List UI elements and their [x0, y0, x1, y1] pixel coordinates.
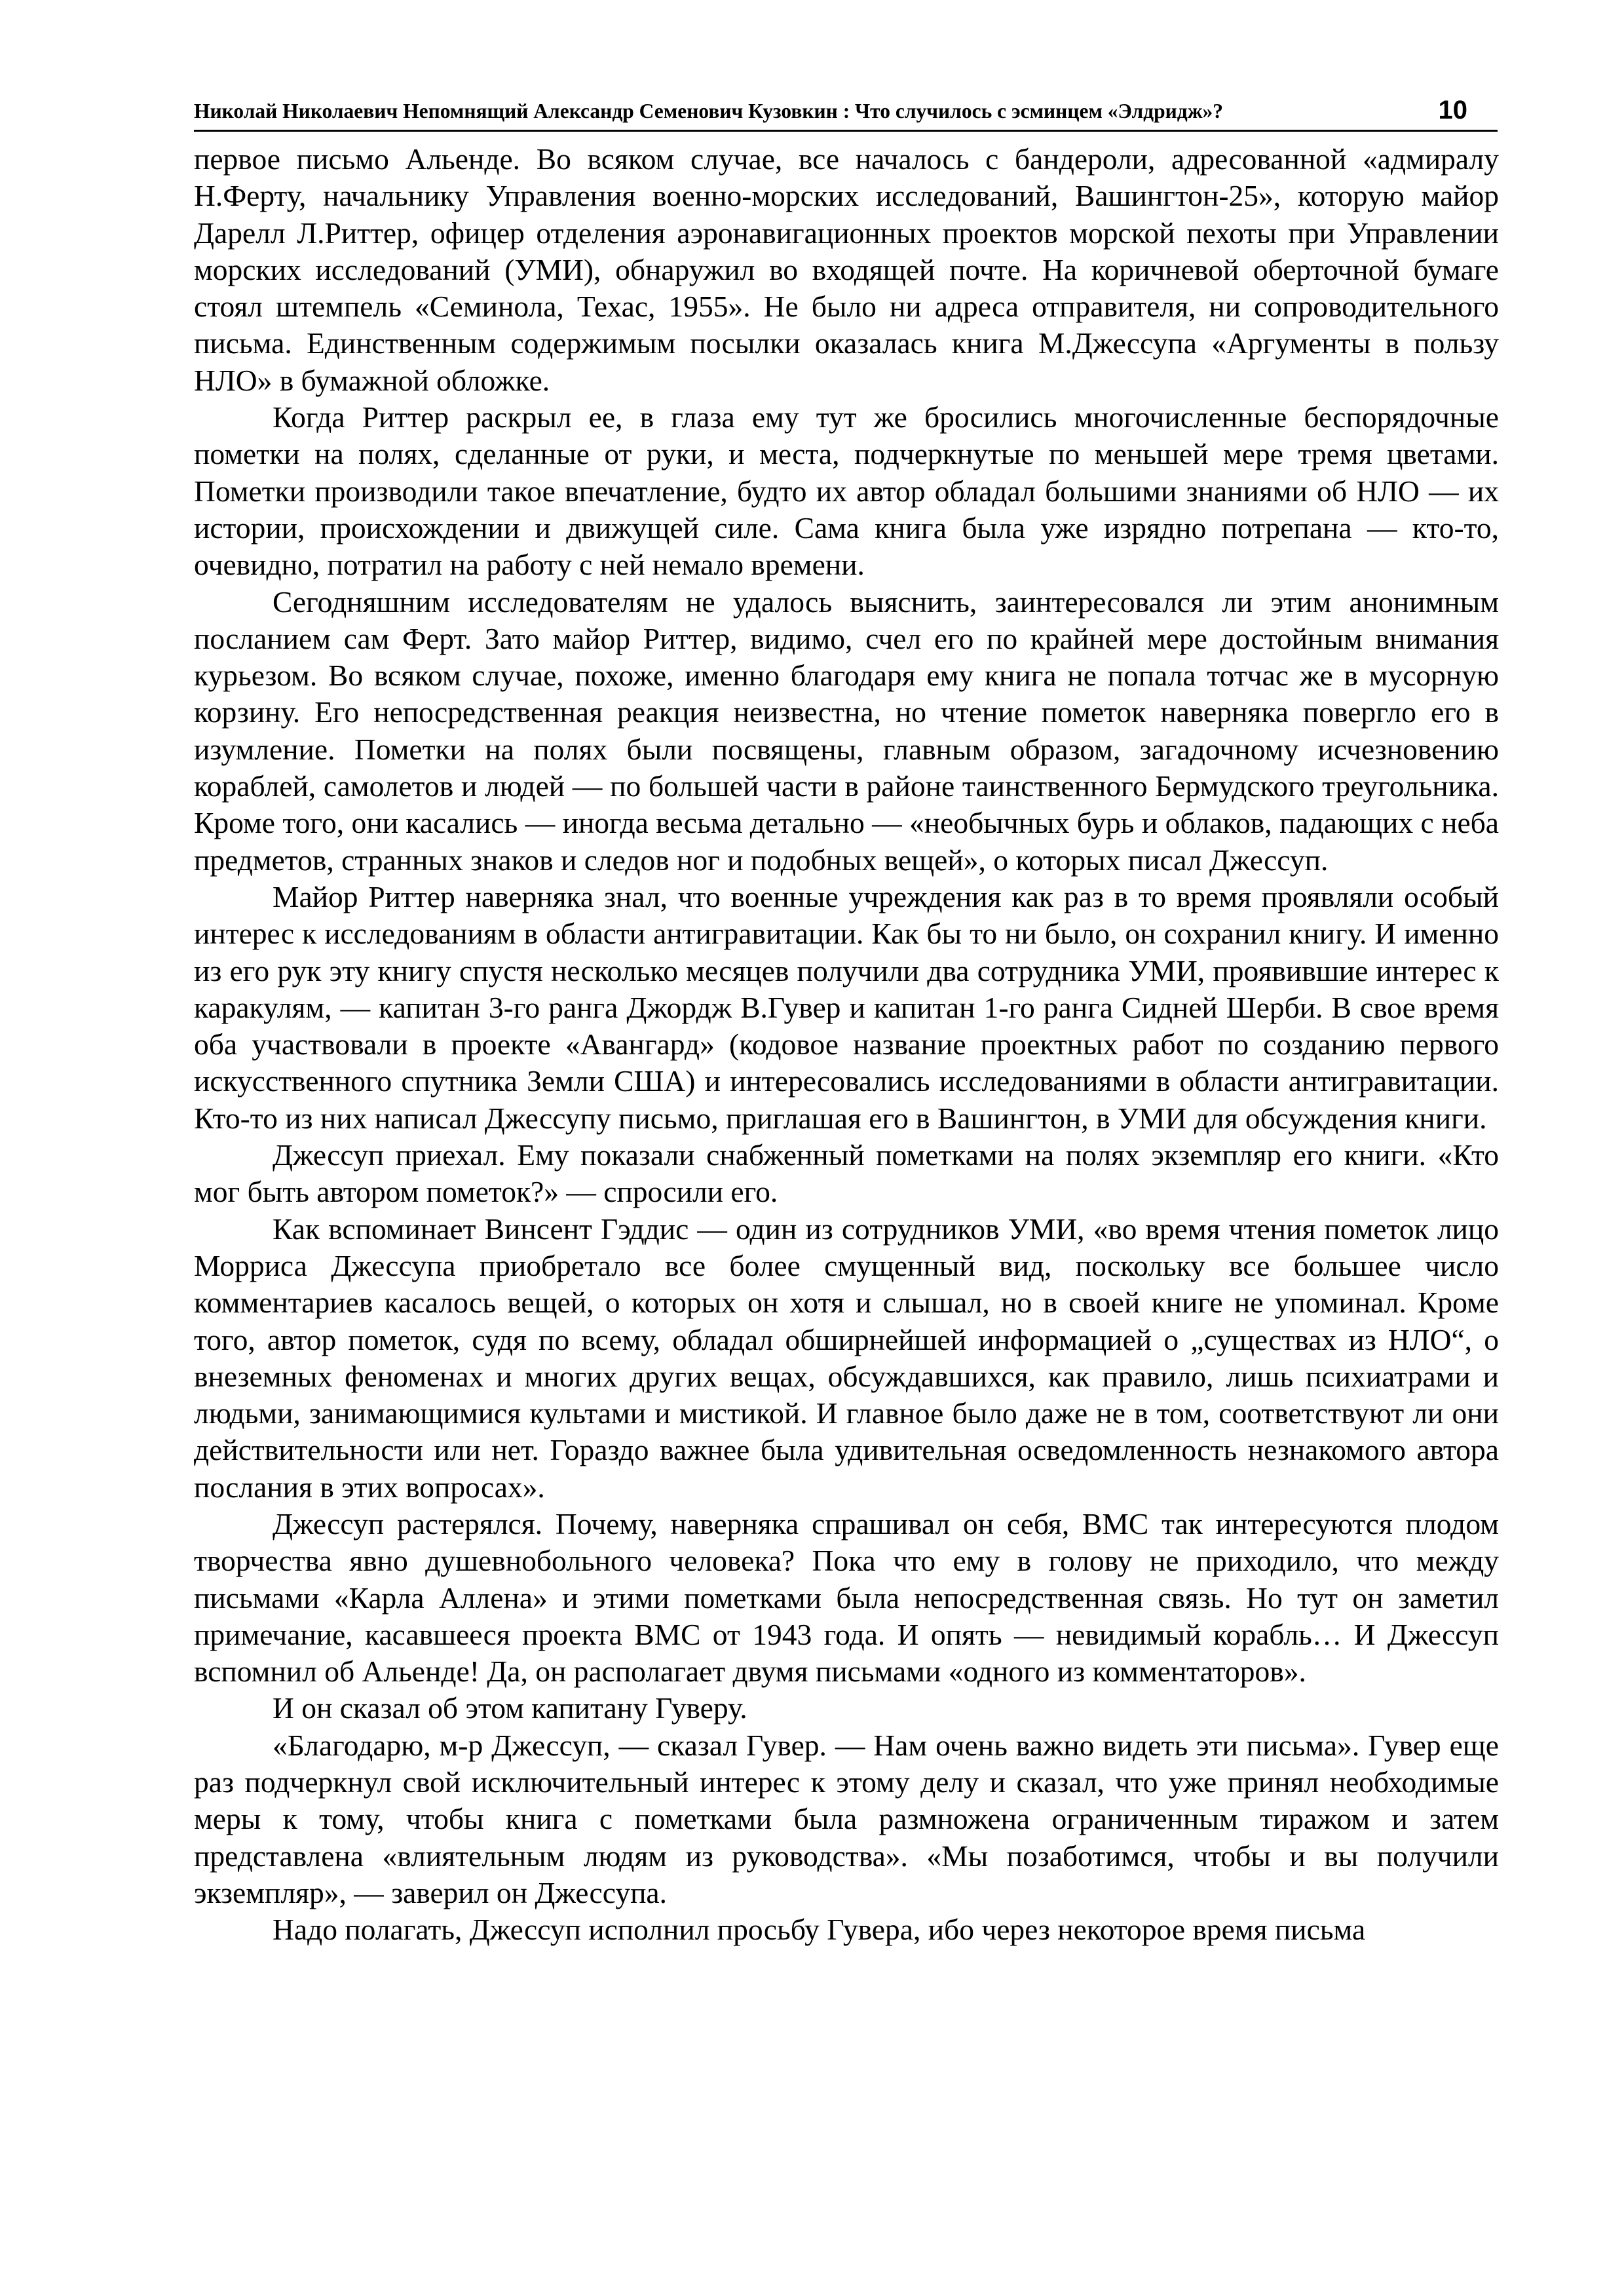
paragraph: Майор Риттер наверняка знал, что военные учреждения как раз в то время проявляли особый интерес к исследованиям в области антигравитации. Как бы то ни было, он сохранил книгу. И именно из его рук эту книгу спустя несколько месяцев получили два сотрудника УМИ, проявившие интерес к каракулям, — капитан 3-го ранга Джордж В.Гувер и капитан 1-го ранга Сидней Шерби. В свое время оба участвовали в проекте «Авангард» (кодовое название проектных работ по созданию первого искусственного спутника Земли США) и интересовались исследованиями в области антигравитации. Кто-то из них написал Джессупу письмо, приглашая его в Вашингтон, в УМИ для обсуждения книги.	[194, 879, 1499, 1135]
page-number: 10	[1438, 96, 1467, 124]
paragraph: И он сказал об этом капитану Гуверу.	[273, 1691, 747, 1725]
paragraph: Джессуп растерялся. Почему, наверняка спрашивал он себя, ВМС так интересуются плодом творчества явно душевнобольного человека? Пока что ему в голову не приходило, что между письмами «Карла Аллена» и этими пометками была непосредственная связь. Но тут он заметил примечание, касавшееся проекта ВМС от 1943 года. И опять — невидимый корабль… И Джессуп вспомнил об Альенде! Да, он располагает двумя письмами «одного из комментаторов».	[194, 1506, 1499, 1689]
paragraph: Когда Риттер раскрыл ее, в глаза ему тут же бросились многочисленные беспорядочные пометки на полях, сделанные от руки, и места, подчеркнутые по меньшей мере тремя цветами. Пометки производили такое впечатление, будто их автор обладал большими знаниями об НЛО — их истории, происхождении и движущей силе. Сама книга была уже изрядно потрепана — кто-то, очевидно, потратил на работу с ней немало времени.	[194, 400, 1499, 582]
paragraph: Как вспоминает Винсент Гэддис — один из сотрудников УМИ, «во время чтения пометок лицо Морриса Джессупа приобретало все более смущенный вид, поскольку все большее число комментариев касалось вещей, о которых он хотя и слышал, но в своей книге не упоминал. Кроме того, автор пометок, судя по всему, обладал обширнейшей информацией о „существах из НЛО“, о внеземных феноменах и многих других вещах, обсуждавшихся, как правило, лишь психиатрами и людьми, занимающимися культами и мистикой. И главное было даже не в том, соответствуют ли они действительности или нет. Гораздо важнее была удивительная осведомленность незнакомого автора послания в этих вопросах».	[194, 1212, 1499, 1504]
paragraph: «Благодарю, м-р Джессуп, — сказал Гувер. — Нам очень важно видеть эти письма». Гувер еще раз подчеркнул свой исключительный интерес к этому делу и сказал, что уже принял необходимые меры к тому, чтобы книга с пометками была размножена ограниченным тиражом и затем представлена «влиятельным людям из руководства». «Мы позаботимся, чтобы и вы получили экземпляр», — заверил он Джессупа.	[194, 1728, 1499, 1909]
paragraph: Джессуп приехал. Ему показали снабженный пометками на полях экземпляр его книги. «Кто мог быть автором пометок?» — спросили его.	[194, 1138, 1499, 1209]
body-text	[194, 141, 1499, 1949]
header-title: Николай Николаевич Непомнящий Александр Семенович Кузовкин : Что случилось с эсминцем «Элдридж»?	[194, 100, 1224, 123]
paragraph: Надо полагать, Джессуп исполнил просьбу Гувера, ибо через некоторое время письма	[273, 1913, 1366, 1947]
paragraph: первое письмо Альенде. Во всяком случае, все началось с бандероли, адресованной «адмиралу Н.Ферту, начальнику Управления военно-морских исследований, Вашингтон-25», которую майор Дарелл Л.Риттер, офицер отделения аэронавигационных проектов морской пехоты при Управлении морских исследований (УМИ), обнаружил во входящей почте. На коричневой оберточной бумаге стоял штемпель «Семинола, Техас, 1955». Не было ни адреса отправителя, ни сопроводительного письма. Единственным содержимым посылки оказалась книга М.Джессупа «Аргументы в пользу НЛО» в бумажной обложке.	[194, 142, 1499, 397]
paragraph: Сегодняшним исследователям не удалось выяснить, заинтересовался ли этим анонимным посланием сам Ферт. Зато майор Риттер, видимо, счел его по крайней мере достойным внимания курьезом. Во всяком случае, похоже, именно благодаря ему книга не попала тотчас же в мусорную корзину. Его непосредственная реакция неизвестна, но чтение пометок наверняка повергло его в изумление. Пометки на полях были посвящены, главным образом, загадочному исчезновению кораблей, самолетов и людей — по большей части в районе таинственного Бермудского треугольника. Кроме того, они касались — иногда весьма детально — «необычных бурь и облаков, падающих с неба предметов, странных знаков и следов ног и подобных вещей», о которых писал Джессуп.	[194, 584, 1499, 877]
running-header	[194, 89, 1498, 132]
